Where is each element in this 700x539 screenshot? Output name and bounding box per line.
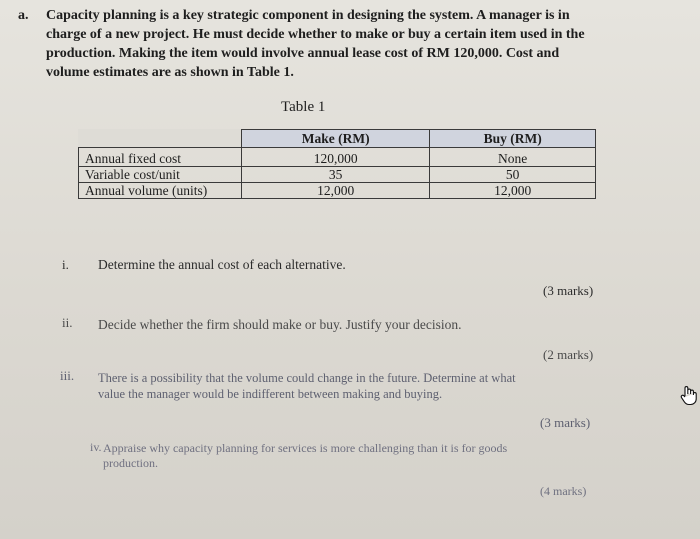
subq-marks: (4 marks) <box>540 484 587 498</box>
subq-marks: (3 marks) <box>543 283 594 298</box>
table-cell: None <box>430 148 596 167</box>
question-label: a. <box>18 8 29 23</box>
table-cell: 12,000 <box>430 183 596 199</box>
subq-text: production. <box>103 456 158 470</box>
table-row <box>79 183 596 199</box>
question-intro <box>46 6 636 82</box>
subq-numeral: iii. <box>60 368 75 383</box>
subq-text: Appraise why capacity planning for services is more challenging than it is for goods <box>103 441 508 455</box>
table-header-blank <box>79 130 242 148</box>
subq-numeral: iv. <box>90 440 102 454</box>
subq-text: Determine the annual cost of each alternative. <box>98 257 346 272</box>
intro-line: charge of a new project. He must decide whether to make or buy a certain item used in the <box>46 27 585 42</box>
intro-line: volume estimates are as shown in Table 1. <box>46 65 294 80</box>
intro-line: Capacity planning is a key strategic component in designing the system. A manager is in <box>46 8 570 23</box>
table-header-row <box>79 130 596 148</box>
subq-marks: (3 marks) <box>540 415 591 430</box>
table-cell: Annual fixed cost <box>79 148 242 167</box>
table-cell: Variable cost/unit <box>79 167 242 183</box>
cost-table <box>78 129 596 199</box>
table-header-buy: Buy (RM) <box>430 130 596 148</box>
table-header-make: Make (RM) <box>242 130 430 148</box>
subq-marks: (2 marks) <box>543 347 594 362</box>
intro-line: production. Making the item would involve annual lease cost of RM 120,000. Cost and <box>46 46 560 61</box>
table-cell: 50 <box>430 167 596 183</box>
subq-text: value the manager would be indifferent between making and buying. <box>98 387 443 401</box>
subq-numeral: ii. <box>62 315 73 330</box>
table-cell: 35 <box>242 167 430 183</box>
table-cell: 12,000 <box>242 183 430 199</box>
subq-numeral: i. <box>62 257 69 272</box>
table-cell: Annual volume (units) <box>79 183 242 199</box>
subq-text: Decide whether the firm should make or buy. Justify your decision. <box>98 317 462 332</box>
table-cell: 120,000 <box>242 148 430 167</box>
hand-pointer-icon <box>679 384 699 406</box>
table-row <box>79 167 596 183</box>
subq-text: There is a possibility that the volume could change in the future. Determine at what <box>98 371 516 385</box>
table-row <box>79 148 596 167</box>
table-caption: Table 1 <box>281 99 326 115</box>
